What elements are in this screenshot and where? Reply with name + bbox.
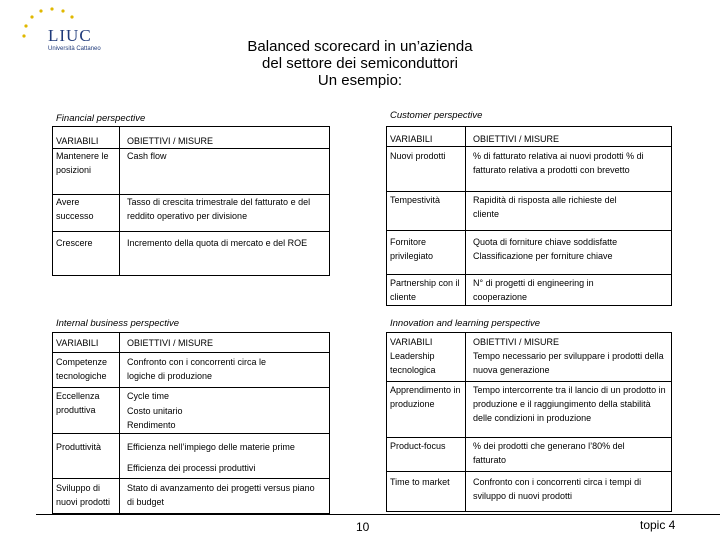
financial-col-variabili: VARIABILI [56, 136, 99, 146]
financial-obj-3: Incremento della quota di mercato e del ROE [127, 238, 308, 248]
column-divider [465, 333, 466, 511]
internal-var-4: Sviluppo di nuovi prodotti [56, 483, 111, 507]
customer-table [386, 126, 672, 306]
customer-obj-1: % di fatturato relativa ai nuovi prodotti % di fatturato relativa a prodotti con brevetto [473, 151, 644, 175]
internal-obj-1: Confronto con i concorrenti circa le logiche di produzione [127, 357, 267, 381]
customer-col-obiettivi: OBIETTIVI / MISURE [473, 134, 560, 144]
customer-var-3: Fornitore privilegiato [390, 237, 434, 261]
title-line-3: Un esempio: [317, 72, 403, 89]
internal-table [52, 332, 330, 514]
financial-obj-2: Tasso di crescita trimestrale del fatturato e del reddito operativo per divisione [127, 197, 311, 221]
row-divider [387, 191, 671, 192]
financial-table [52, 126, 330, 276]
customer-obj-2: Rapidità di risposta alle richieste del cliente [473, 195, 617, 219]
innovation-header: Innovation and learning perspective [390, 318, 540, 329]
row-divider [387, 381, 671, 382]
innovation-var-1: Leadership tecnologica [390, 351, 436, 375]
financial-header: Financial perspective [56, 113, 146, 124]
internal-obj-2b: Costo unitario [127, 406, 183, 416]
internal-header: Internal business perspective [56, 318, 180, 329]
row-divider [387, 274, 671, 275]
innovation-col-obiettivi: OBIETTIVI / MISURE [473, 337, 560, 347]
innovation-var-3: Product-focus [390, 441, 446, 451]
customer-var-2: Tempestività [390, 195, 441, 205]
innovation-var-2: Apprendimento in produzione [390, 385, 461, 409]
title-line-1: Balanced scorecard in un’azienda [247, 38, 473, 55]
column-divider [119, 127, 120, 275]
internal-obj-3b: Efficienza dei processi produttivi [127, 463, 256, 473]
row-divider [53, 352, 329, 353]
innovation-obj-3: % dei prodotti che generano l’80% del fatturato [473, 441, 625, 465]
innovation-obj-4: Confronto con i concorrenti circa i tempi di sviluppo di nuovi prodotti [473, 477, 642, 501]
internal-obj-3a: Efficienza nell’impiego delle materie prime [127, 442, 295, 452]
page-number: 10 [356, 520, 370, 534]
internal-var-3: Produttività [56, 442, 102, 452]
internal-var-1: Competenze tecnologiche [56, 357, 108, 381]
internal-obj-2c: Rendimento [127, 420, 176, 430]
financial-var-2: Avere successo [56, 197, 94, 221]
row-divider [53, 231, 329, 232]
row-divider [387, 146, 671, 147]
logo-wordmark: LIUC [48, 26, 92, 45]
innovation-col-variabili: VARIABILI [390, 337, 433, 347]
internal-obj-2a: Cycle time [127, 391, 170, 401]
footer-divider [36, 514, 720, 515]
row-divider [53, 433, 329, 434]
internal-col-obiettivi: OBIETTIVI / MISURE [127, 338, 214, 348]
row-divider [53, 387, 329, 388]
row-divider [387, 437, 671, 438]
innovation-table [386, 332, 672, 512]
row-divider [387, 471, 671, 472]
financial-var-3: Crescere [56, 238, 93, 248]
internal-col-variabili: VARIABILI [56, 338, 99, 348]
logo-subtitle: Università Cattaneo [48, 46, 101, 52]
internal-obj-4: Stato di avanzamento dei progetti versus piano di budget [127, 483, 315, 507]
innovation-var-4: Time to market [390, 477, 450, 487]
title-line-2: del settore dei semiconduttori [262, 55, 458, 72]
financial-col-obiettivi: OBIETTIVI / MISURE [127, 136, 214, 146]
innovation-obj-2: Tempo intercorrente tra il lancio di un prodotto in produzione e il raggiungimento della stabilità delle condizioni in produzione [473, 385, 666, 423]
financial-var-1: Mantenere le posizioni [56, 151, 109, 175]
internal-var-2: Eccellenza produttiva [56, 391, 100, 415]
liuc-logo [18, 6, 108, 56]
customer-var-4: Partnership con il cliente [390, 278, 460, 302]
innovation-obj-1: Tempo necessario per sviluppare i prodotti della nuova generazione [473, 351, 664, 375]
row-divider [387, 230, 671, 231]
row-divider [53, 478, 329, 479]
slide-title [180, 38, 540, 89]
customer-obj-3: Quota di forniture chiave soddisfatte Classificazione per forniture chiave [473, 237, 618, 261]
customer-col-variabili: VARIABILI [390, 134, 433, 144]
financial-obj-1: Cash flow [127, 151, 167, 161]
topic-label: topic 4 [640, 518, 676, 532]
customer-header: Customer perspective [390, 110, 483, 121]
customer-var-1: Nuovi prodotti [390, 151, 446, 161]
customer-obj-4: N° di progetti di engineering in cooperazione [473, 278, 594, 302]
